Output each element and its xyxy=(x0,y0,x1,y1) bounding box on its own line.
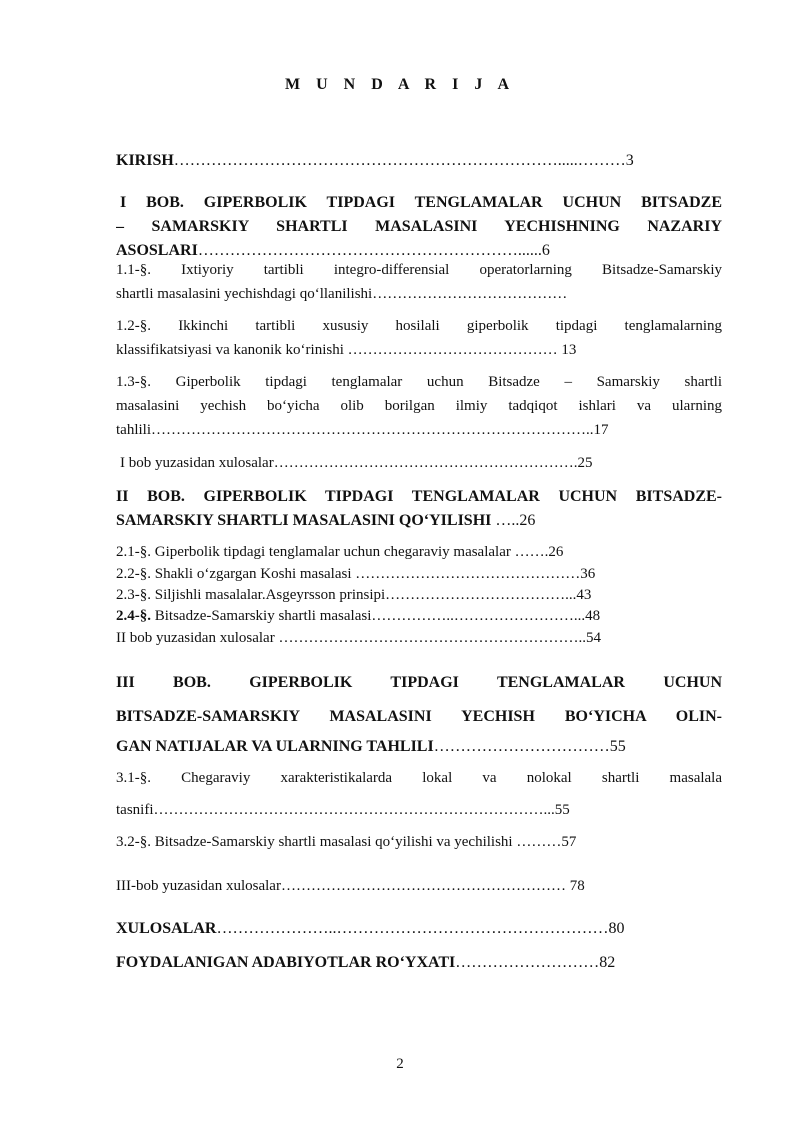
toc-page: ……………………………55 xyxy=(433,738,626,755)
chapter3-heading-line3 xyxy=(116,738,722,756)
toc-page: 6 xyxy=(541,242,550,259)
toc-entry-1-3-line1: 1.3-§. Giperbolik tipdagi tenglamalar uchun Bitsadze – Samarskiy shartli xyxy=(116,374,722,390)
toc-entry-2-2: 2.2-§. Shakli o‘zgargan Koshi masalasi ………………………………………36 xyxy=(116,566,596,582)
toc-entry-1-3-line3: tahlili……………………………………………………………………………..17 xyxy=(116,422,609,438)
section-number: 1.2-§. xyxy=(116,318,151,334)
toc-entry-2-4: 2.4-§. Bitsadze-Samarskiy shartli masalasi……………..……………………...48 xyxy=(116,608,601,624)
chapter2-heading-line2 xyxy=(116,512,722,530)
toc-entry-chapter1-summary: I bob yuzasidan xulosalar…………………………………………………….25 xyxy=(120,455,593,471)
section-number: 3.1-§. xyxy=(116,770,151,786)
toc-entry-1-3-line2: masalasini yechish bo‘yicha olib borilgan ilmiy tadqiqot ishlari va ularning xyxy=(116,398,722,414)
toc-label: KIRISH xyxy=(116,152,174,169)
toc-entry-3-1-line1: 3.1-§. Chegaraviy xarakteristikalarda lokal va nolokal shartli masalala xyxy=(116,770,722,786)
section-number: 3.2-§. xyxy=(116,834,151,850)
toc-entry-kirish xyxy=(116,152,722,170)
section-number: 2.3-§. xyxy=(116,587,151,603)
section-number: 1.1-§. xyxy=(116,262,151,278)
toc-page: …..26 xyxy=(491,512,536,529)
toc-page: …………………..……………………………………………80 xyxy=(216,920,625,937)
toc-entry-3-2: 3.2-§. Bitsadze-Samarskiy shartli masalasi qo‘yilishi va yechilishi ………57 xyxy=(116,834,577,850)
toc-page: 3 xyxy=(625,152,634,169)
toc-label: ASOSLARI xyxy=(116,242,198,259)
toc-entry-references xyxy=(116,954,722,972)
page-title: M U N D A R I J A xyxy=(284,76,515,93)
toc-dots: ……………………………………………………...... xyxy=(197,242,542,259)
toc-label: SAMARSKIY SHARTLI MASALASINI QO‘YILISHI xyxy=(116,512,492,529)
page-number: 2 xyxy=(396,1056,404,1072)
toc-entry-2-3: 2.3-§. Siljishli masalalar.Asgeyrsson prinsipi………………………………...43 xyxy=(116,587,592,603)
toc-entry-1-1-line1: 1.1-§. Ixtiyoriy tartibli integro-differensial operatorlarning Bitsadze-Samarskiy xyxy=(116,262,722,278)
section-number: 2.4-§. xyxy=(116,608,151,624)
toc-page: ………………………82 xyxy=(455,954,616,971)
chapter3-heading-line1: III BOB. GIPERBOLIK TIPDAGI TENGLAMALAR UCHUN xyxy=(116,674,722,691)
section-number: 2.2-§. xyxy=(116,566,151,582)
chapter2-heading-line1: II BOB. GIPERBOLIK TIPDAGI TENGLAMALAR UCHUN BITSADZE- xyxy=(116,488,722,505)
chapter3-heading-line2: BITSADZE-SAMARSKIY MASALASINI YECHISH BO‘YICHA OLIN- xyxy=(116,708,722,725)
toc-entry-3-1-line2: tasnifi……………………………………………………………………...55 xyxy=(116,802,570,818)
toc-entry-1-2-line2: klassifikatsiyasi va kanonik ko‘rinishi …………………………………… 13 xyxy=(116,342,577,358)
toc-label: GAN NATIJALAR VA ULARNING TAHLILI xyxy=(116,738,434,755)
chapter1-heading-line2: – SAMARSKIY SHARTLI MASALASINI YECHISHNING NAZARIY xyxy=(116,218,722,235)
section-number: 1.3-§. xyxy=(116,374,151,390)
toc-entry-conclusions xyxy=(116,920,722,938)
toc-entry-chapter3-summary: III-bob yuzasidan xulosalar………………………………………………… 78 xyxy=(116,878,585,894)
toc-entry-2-1: 2.1-§. Giperbolik tipdagi tenglamalar uchun chegaraviy masalalar …….26 xyxy=(116,544,564,560)
toc-entry-chapter2-summary: II bob yuzasidan xulosalar ……………………………………………………..54 xyxy=(116,630,601,646)
section-number: 2.1-§. xyxy=(116,544,151,560)
toc-entry-1-1-line2: shartli masalasini yechishdagi qo‘llanilishi………………………………… xyxy=(116,286,568,302)
chapter1-heading-line1: I BOB. GIPERBOLIK TIPDAGI TENGLAMALAR UCHUN BITSADZE xyxy=(120,194,722,211)
chapter1-heading-line3 xyxy=(116,242,722,260)
toc-dots: ……………………………………………………………….....……… xyxy=(173,152,626,169)
toc-entry-1-2-line1: 1.2-§. Ikkinchi tartibli xususiy hosilali giperbolik tipdagi tenglamalarning xyxy=(116,318,722,334)
toc-label: XULOSALAR xyxy=(116,920,217,937)
toc-label: FOYDALANIGAN ADABIYOTLAR RO‘YXATI xyxy=(116,954,456,971)
